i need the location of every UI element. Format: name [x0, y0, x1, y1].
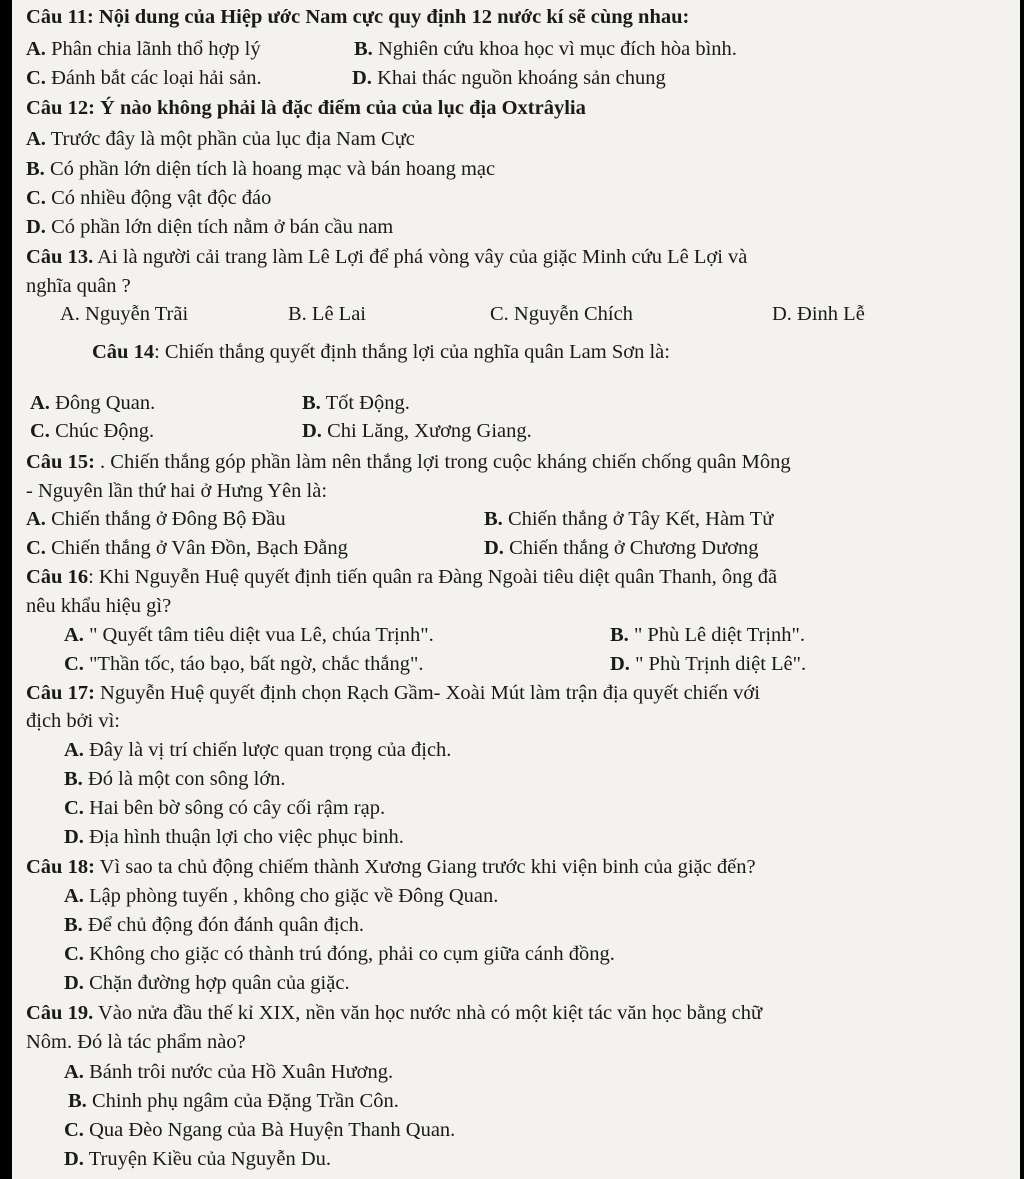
- question-text: Nội dung của Hiệp ước Nam cực quy định 12 nước kí sẽ cùng nhau:: [93, 6, 690, 28]
- question-17-text-cont: địch bởi vì:: [26, 710, 120, 732]
- q14-option-a: A. Đông Quan.: [30, 392, 156, 414]
- q18-option-c: C. Không cho giặc có thành trú đóng, phải co cụm giữa cánh đồng.: [64, 943, 615, 965]
- q12-option-d: D. Có phần lớn diện tích nằm ở bán cầu nam: [26, 216, 394, 238]
- question-text: : Chiến thắng quyết định thắng lợi của nghĩa quân Lam Sơn là:: [154, 341, 670, 363]
- q17-option-b: B. Đó là một con sông lớn.: [64, 768, 286, 790]
- q11-option-b: B. Nghiên cứu khoa học vì mục đích hòa bình.: [354, 38, 737, 60]
- q14-option-d: D. Chi Lăng, Xương Giang.: [302, 420, 532, 442]
- question-number: Câu 17:: [26, 682, 95, 704]
- q19-option-c: C. Qua Đèo Ngang của Bà Huyện Thanh Quan.: [64, 1119, 456, 1141]
- question-15: [26, 449, 791, 475]
- question-15-text-cont: - Nguyên lần thứ hai ở Hưng Yên là:: [26, 480, 328, 502]
- question-13-text-cont: nghĩa quân ?: [26, 275, 131, 297]
- q13-option-a: A. Nguyễn Trãi: [60, 303, 189, 325]
- q17-option-c: C. Hai bên bờ sông có cây cối rậm rạp.: [64, 797, 386, 819]
- worksheet-page: [12, 0, 1020, 1179]
- q16-option-c: C. "Thần tốc, táo bạo, bất ngờ, chắc thắng".: [64, 653, 424, 675]
- question-17: [26, 680, 760, 706]
- question-number: Câu 12:: [26, 97, 95, 119]
- question-number: Câu 18:: [26, 856, 95, 878]
- q13-option-b: B. Lê Lai: [288, 303, 366, 325]
- question-number: Câu 15:: [26, 451, 95, 473]
- question-number: Câu 16: [26, 566, 89, 588]
- q19-option-b: B. Chinh phụ ngâm của Đặng Trần Côn.: [68, 1090, 399, 1112]
- question-16: [26, 564, 777, 590]
- question-11: [26, 4, 689, 30]
- question-14: [92, 339, 670, 365]
- q14-option-c: C. Chúc Động.: [30, 420, 155, 442]
- question-number: Câu 13.: [26, 246, 94, 268]
- q19-option-a: A. Bánh trôi nước của Hồ Xuân Hương.: [64, 1061, 394, 1083]
- q15-option-d: D. Chiến thắng ở Chương Dương: [484, 537, 759, 559]
- q17-option-a: A. Đây là vị trí chiến lược quan trọng của địch.: [64, 739, 452, 761]
- question-number: Câu 11:: [26, 6, 94, 28]
- q12-option-a: A. Trước đây là một phần của lục địa Nam Cực: [26, 128, 415, 150]
- question-text: Ý nào không phải là đặc điểm của của lục địa Oxtrâylia: [94, 97, 586, 119]
- q15-option-c: C. Chiến thắng ở Vân Đồn, Bạch Đằng: [26, 537, 348, 559]
- question-text: Vì sao ta chủ động chiếm thành Xương Giang trước khi viện binh của giặc đến?: [94, 856, 756, 878]
- q12-option-b: B. Có phần lớn diện tích là hoang mạc và bán hoang mạc: [26, 158, 496, 180]
- q16-option-d: D. " Phù Trịnh diệt Lê".: [610, 653, 807, 675]
- question-text: Vào nửa đầu thế kỉ XIX, nền văn học nước nhà có một kiệt tác văn học bằng chữ: [93, 1002, 763, 1024]
- question-18: [26, 854, 756, 880]
- q18-option-a: A. Lập phòng tuyến , không cho giặc về Đông Quan.: [64, 885, 499, 907]
- question-text: . Chiến thắng góp phần làm nên thắng lợi trong cuộc kháng chiến chống quân Mông: [94, 451, 791, 473]
- question-19: [26, 1000, 762, 1026]
- question-number: Câu 14: [92, 341, 155, 363]
- q16-option-a: A. " Quyết tâm tiêu diệt vua Lê, chúa Trịnh".: [64, 624, 434, 646]
- question-text: : Khi Nguyễn Huệ quyết định tiến quân ra Đàng Ngoài tiêu diệt quân Thanh, ông đã: [88, 566, 778, 588]
- q11-option-a: A. Phân chia lãnh thổ hợp lý: [26, 38, 261, 60]
- q13-option-c: C. Nguyễn Chích: [490, 303, 633, 325]
- question-16-text-cont: nêu khẩu hiệu gì?: [26, 595, 172, 617]
- question-number: Câu 19.: [26, 1002, 94, 1024]
- q16-option-b: B. " Phù Lê diệt Trịnh".: [610, 624, 806, 646]
- q18-option-d: D. Chặn đường hợp quân của giặc.: [64, 972, 350, 994]
- q19-option-d: D. Truyện Kiều của Nguyễn Du.: [64, 1148, 332, 1170]
- q15-option-b: B. Chiến thắng ở Tây Kết, Hàm Tử: [484, 508, 774, 530]
- question-text: Nguyễn Huệ quyết định chọn Rạch Gầm- Xoài Mút làm trận địa quyết chiến với: [94, 682, 760, 704]
- q17-option-d: D. Địa hình thuận lợi cho việc phục binh.: [64, 826, 404, 848]
- question-12: [26, 95, 586, 121]
- q12-option-c: C. Có nhiều động vật độc đáo: [26, 187, 272, 209]
- q13-option-d: D. Đinh Lễ: [772, 303, 865, 325]
- q11-option-d: D. Khai thác nguồn khoáng sản chung: [352, 67, 666, 89]
- q15-option-a: A. Chiến thắng ở Đông Bộ Đầu: [26, 508, 286, 530]
- question-13: [26, 244, 747, 270]
- q11-option-c: C. Đánh bắt các loại hải sản.: [26, 67, 262, 89]
- q14-option-b: B. Tốt Động.: [302, 392, 410, 414]
- q18-option-b: B. Để chủ động đón đánh quân địch.: [64, 914, 365, 936]
- question-text: Ai là người cải trang làm Lê Lợi để phá vòng vây của giặc Minh cứu Lê Lợi và: [93, 246, 748, 268]
- question-19-text-cont: Nôm. Đó là tác phẩm nào?: [26, 1031, 246, 1053]
